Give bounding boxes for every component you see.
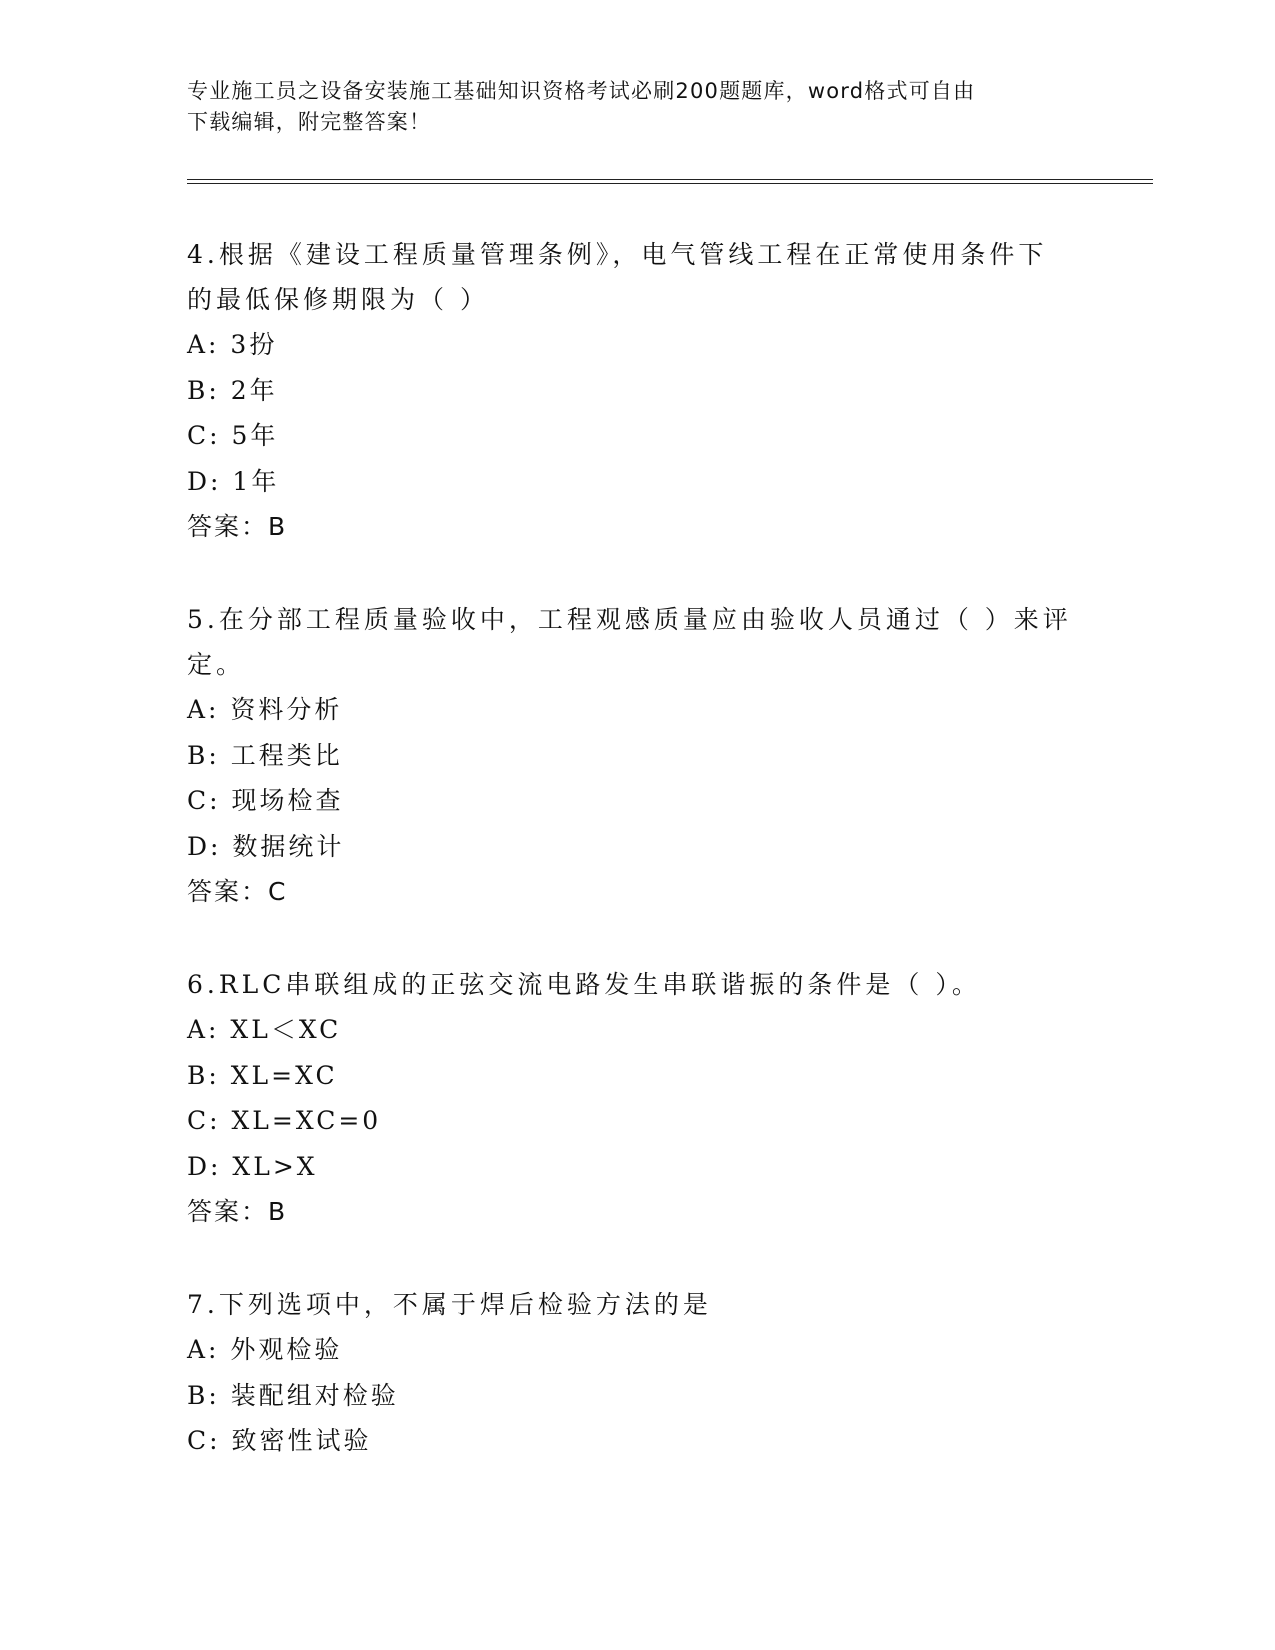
- option-c: C: 致密性试验: [187, 1426, 372, 1455]
- question-stem-continued: 定。: [187, 650, 246, 679]
- option-b: B: 2年: [187, 375, 278, 405]
- answer: 答案：B: [187, 512, 288, 541]
- answer: 答案：B: [187, 1197, 288, 1226]
- header-line-2: 下载编辑，附完整答案！: [187, 110, 432, 134]
- option-d: D: 1年: [187, 466, 280, 496]
- question-stem: 5.在分部工程质量验收中，工程观感质量应由验收人员通过（ ）来评: [187, 605, 1072, 634]
- option-a: A: 资料分析: [187, 695, 343, 724]
- option-a: A: XL＜XC: [187, 1015, 342, 1044]
- option-a: A: 3扮: [187, 330, 278, 359]
- option-c: C: XL=XC=0: [187, 1106, 382, 1135]
- question-stem: 4.根据《建设工程质量管理条例》，电气管线工程在正常使用条件下: [187, 240, 1048, 269]
- option-b: B: XL=XC: [187, 1060, 338, 1090]
- question-stem: 7.下列选项中，不属于焊后检验方法的是: [187, 1290, 712, 1319]
- option-b: B: 工程类比: [187, 740, 343, 770]
- option-c: C: 现场检查: [187, 786, 344, 815]
- answer: 答案：C: [187, 877, 288, 906]
- header-divider-top: [187, 179, 1153, 180]
- question-5: [187, 597, 1087, 914]
- question-7: [187, 1282, 1087, 1464]
- header-line-1: 专业施工员之设备安装施工基础知识资格考试必刷200题题库，word格式可自由: [187, 79, 976, 103]
- question-4: [187, 232, 1087, 549]
- question-6: [187, 962, 1087, 1234]
- document-header: [187, 76, 1067, 138]
- option-d: D: 数据统计: [187, 831, 345, 861]
- option-c: C: 5年: [187, 421, 279, 450]
- option-a: A: 外观检验: [187, 1335, 343, 1364]
- option-d: D: XL>X: [187, 1151, 318, 1181]
- option-b: B: 装配组对检验: [187, 1380, 399, 1410]
- question-stem: 6.RLC串联组成的正弦交流电路发生串联谐振的条件是（ ）。: [187, 970, 981, 999]
- question-stem-continued: 的最低保修期限为（ ）: [187, 285, 489, 314]
- header-divider-bottom: [187, 183, 1153, 184]
